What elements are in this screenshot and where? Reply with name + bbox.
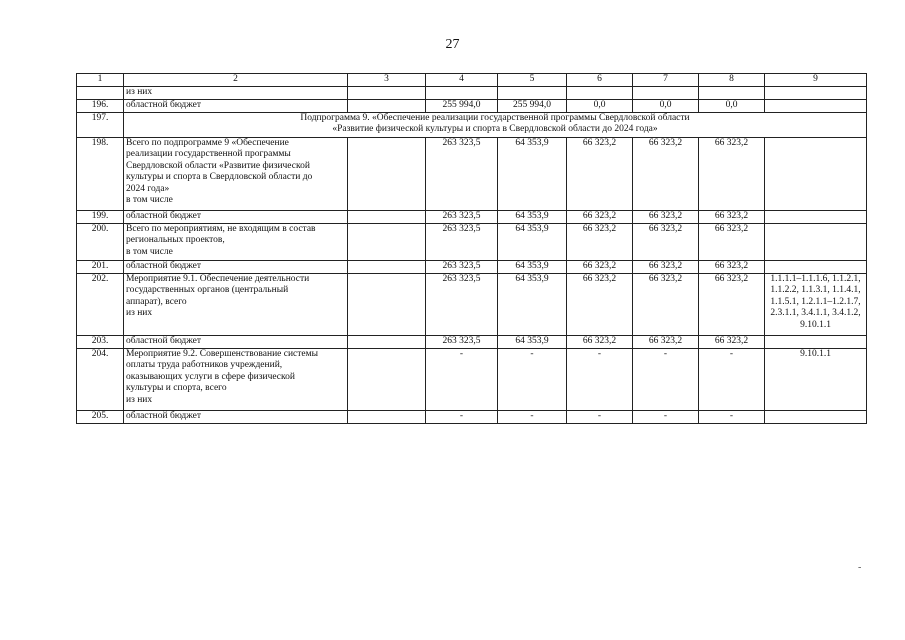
subprogram-title: Подпрограмма 9. «Обеспечение реализации государственной программы Свердловской области «Развитие физической культуры и спорта в Свердловской области до 2024 года» — [124, 112, 867, 137]
row-name: из них — [124, 86, 348, 99]
row-number: 199. — [77, 210, 124, 223]
cell-col3 — [348, 410, 426, 423]
row-number: 203. — [77, 335, 124, 348]
cell-col6: 66 323,2 — [567, 210, 633, 223]
cell-col7: 66 323,2 — [633, 273, 699, 335]
table-row — [77, 86, 867, 99]
cell-col3 — [348, 223, 426, 260]
budget-table — [76, 73, 867, 424]
cell-col8: 66 323,2 — [699, 260, 765, 273]
cell-col3 — [348, 137, 426, 210]
cell-col8: 0,0 — [699, 99, 765, 112]
table-row — [77, 273, 867, 335]
table-row — [77, 210, 867, 223]
row-number: 197. — [77, 112, 124, 137]
cell-col6: 66 323,2 — [567, 137, 633, 210]
cell-col4: 263 323,5 — [426, 273, 498, 335]
cell-col7: 66 323,2 — [633, 260, 699, 273]
row-number: 196. — [77, 99, 124, 112]
column-header: 5 — [498, 74, 567, 87]
cell-col7: 0,0 — [633, 99, 699, 112]
cell-col5: 64 353,9 — [498, 137, 567, 210]
row-number: 198. — [77, 137, 124, 210]
cell-col4: 263 323,5 — [426, 335, 498, 348]
cell-col3 — [348, 348, 426, 410]
cell-col4: 263 323,5 — [426, 223, 498, 260]
cell-col4 — [426, 86, 498, 99]
cell-col8 — [699, 86, 765, 99]
row-name: Всего по подпрограмме 9 «Обеспечение реализации государственной программы Свердловской области «Развитие физической культуры и спорта в Свердловской области до 2024 года» в том числе — [124, 137, 348, 210]
row-number: 201. — [77, 260, 124, 273]
table-row — [77, 99, 867, 112]
column-header: 6 — [567, 74, 633, 87]
cell-col9 — [765, 223, 867, 260]
cell-col3 — [348, 86, 426, 99]
row-name: Мероприятие 9.2. Совершенствование системы оплаты труда работников учреждений, оказывающих услуги в сфере физической культуры и спорта, всего из них — [124, 348, 348, 410]
row-name: областной бюджет — [124, 99, 348, 112]
header-row — [77, 74, 867, 87]
cell-col6: - — [567, 410, 633, 423]
column-header: 2 — [124, 74, 348, 87]
row-name: областной бюджет — [124, 410, 348, 423]
page-number: 27 — [445, 37, 460, 52]
cell-col6: 66 323,2 — [567, 273, 633, 335]
cell-col9 — [765, 99, 867, 112]
column-header: 7 — [633, 74, 699, 87]
row-number: 202. — [77, 273, 124, 335]
column-header: 3 — [348, 74, 426, 87]
cell-col5: - — [498, 410, 567, 423]
cell-col5: 64 353,9 — [498, 335, 567, 348]
row-number: 200. — [77, 223, 124, 260]
cell-col8: 66 323,2 — [699, 335, 765, 348]
cell-col5 — [498, 86, 567, 99]
cell-col3 — [348, 210, 426, 223]
column-header: 1 — [77, 74, 124, 87]
cell-col8: 66 323,2 — [699, 223, 765, 260]
scan-speck: - — [858, 562, 862, 573]
row-number — [77, 86, 124, 99]
cell-col4: 263 323,5 — [426, 260, 498, 273]
cell-col7: 66 323,2 — [633, 335, 699, 348]
cell-col4: 263 323,5 — [426, 210, 498, 223]
cell-col7: 66 323,2 — [633, 210, 699, 223]
cell-col8: - — [699, 348, 765, 410]
cell-col6: 66 323,2 — [567, 335, 633, 348]
cell-col3 — [348, 260, 426, 273]
row-name: Всего по мероприятиям, не входящим в состав региональных проектов, в том числе — [124, 223, 348, 260]
cell-col3 — [348, 273, 426, 335]
cell-col3 — [348, 99, 426, 112]
cell-col5: 255 994,0 — [498, 99, 567, 112]
cell-col9 — [765, 137, 867, 210]
cell-col7: 66 323,2 — [633, 223, 699, 260]
row-number: 204. — [77, 348, 124, 410]
cell-col9 — [765, 335, 867, 348]
cell-col8: 66 323,2 — [699, 273, 765, 335]
cell-col7: - — [633, 348, 699, 410]
table-row — [77, 223, 867, 260]
cell-col7: 66 323,2 — [633, 137, 699, 210]
cell-col6 — [567, 86, 633, 99]
cell-col9 — [765, 86, 867, 99]
column-header: 8 — [699, 74, 765, 87]
cell-col3 — [348, 335, 426, 348]
table-row — [77, 112, 867, 137]
cell-col4: - — [426, 410, 498, 423]
cell-col9: 9.10.1.1 — [765, 348, 867, 410]
cell-col5: 64 353,9 — [498, 210, 567, 223]
table-row — [77, 137, 867, 210]
cell-col5: 64 353,9 — [498, 273, 567, 335]
cell-col6: 66 323,2 — [567, 223, 633, 260]
cell-col4: 255 994,0 — [426, 99, 498, 112]
column-header: 9 — [765, 74, 867, 87]
cell-col5: - — [498, 348, 567, 410]
cell-col4: - — [426, 348, 498, 410]
cell-col8: 66 323,2 — [699, 210, 765, 223]
row-name: областной бюджет — [124, 260, 348, 273]
cell-col8: 66 323,2 — [699, 137, 765, 210]
row-name: областной бюджет — [124, 210, 348, 223]
cell-col9 — [765, 260, 867, 273]
cell-col6: - — [567, 348, 633, 410]
cell-col8: - — [699, 410, 765, 423]
cell-col4: 263 323,5 — [426, 137, 498, 210]
table-row — [77, 260, 867, 273]
table-row — [77, 348, 867, 410]
cell-col7: - — [633, 410, 699, 423]
column-header: 4 — [426, 74, 498, 87]
cell-col5: 64 353,9 — [498, 260, 567, 273]
cell-col9 — [765, 410, 867, 423]
cell-col9 — [765, 210, 867, 223]
cell-col7 — [633, 86, 699, 99]
table-row — [77, 335, 867, 348]
cell-col6: 0,0 — [567, 99, 633, 112]
cell-col9: 1.1.1.1–1.1.1.6, 1.1.2.1, 1.1.2.2, 1.1.3.1, 1.1.4.1, 1.1.5.1, 1.2.1.1–1.2.1.7, 2.3.1.1, 3.4.1.1, 3.4.1.2, 9.10.1.1 — [765, 273, 867, 335]
table-row — [77, 410, 867, 423]
row-name: областной бюджет — [124, 335, 348, 348]
cell-col5: 64 353,9 — [498, 223, 567, 260]
row-number: 205. — [77, 410, 124, 423]
cell-col6: 66 323,2 — [567, 260, 633, 273]
row-name: Мероприятие 9.1. Обеспечение деятельности государственных органов (центральный аппарат), всего из них — [124, 273, 348, 335]
